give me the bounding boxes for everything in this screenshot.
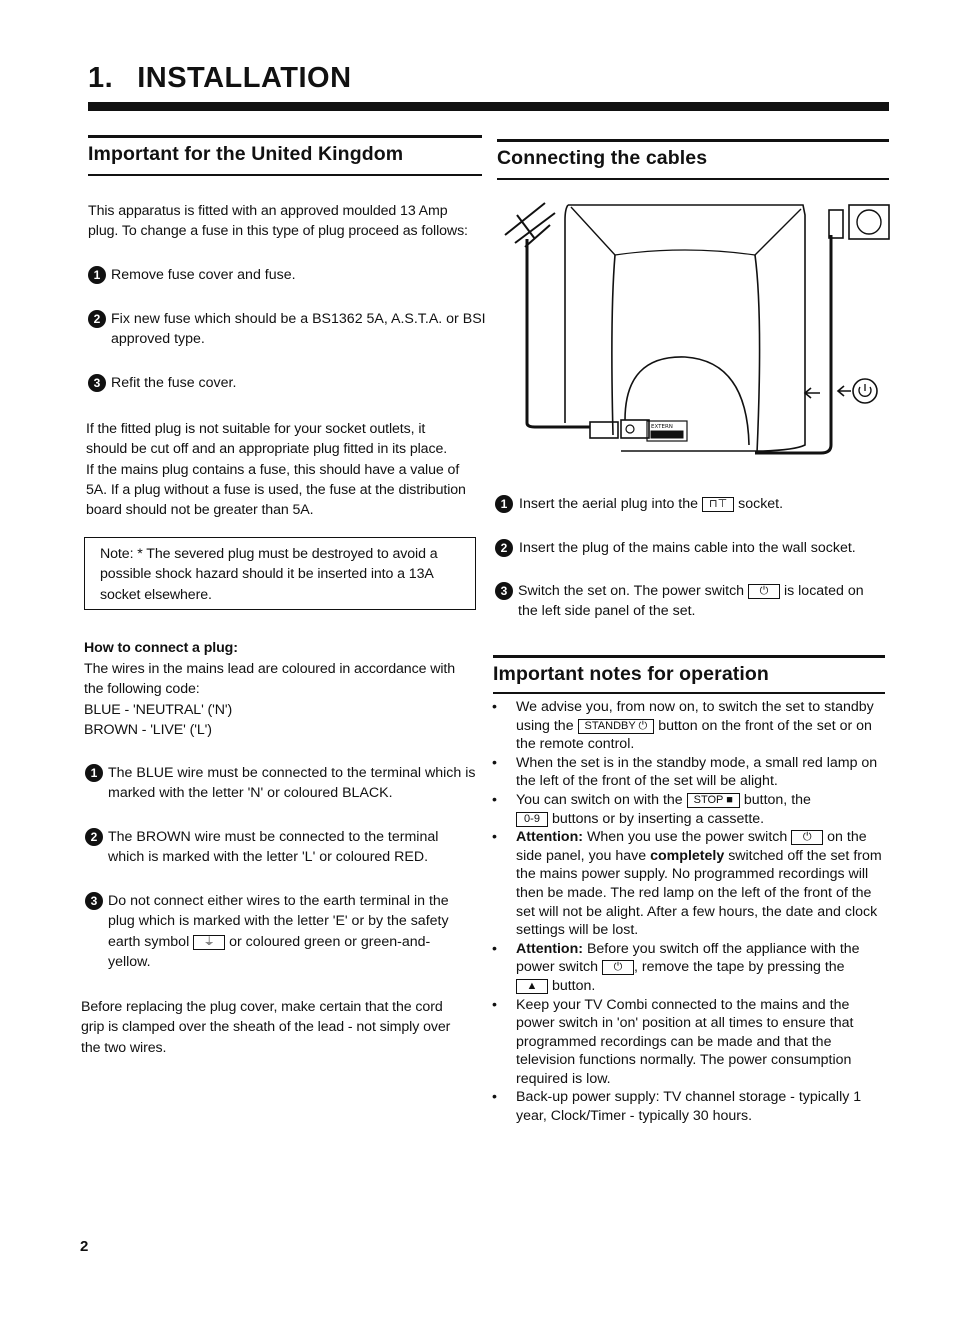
note-line: the remote control.: [516, 736, 635, 753]
note-line: Back-up power supply: TV channel storage - typically 1: [516, 1089, 862, 1106]
aerial-icon: [505, 203, 555, 247]
text-fragment: socket.: [738, 496, 784, 512]
howto-heading: How to connect a plug:: [84, 640, 238, 656]
text-fragment: side panel, you have: [516, 847, 647, 864]
step-badge: 3: [88, 374, 106, 392]
note-line: [516, 791, 892, 810]
text-fragment: earth symbol: [108, 933, 190, 950]
uk-step-1: [88, 265, 488, 285]
note-line: socket elsewhere.: [100, 586, 212, 603]
page-number: 2: [80, 1238, 89, 1255]
tv-connection-illustration: [495, 195, 895, 460]
step-text: The BLUE wire must be connected to the terminal which is: [108, 765, 476, 781]
uk-bottom-rule: [88, 174, 482, 176]
cables-top-rule: [497, 139, 889, 142]
cables-step-3: [495, 581, 890, 622]
notes-bottom-rule: [493, 692, 885, 694]
text-fragment: Switch the set on. The power switch: [518, 583, 745, 599]
text-fragment: Insert the aerial plug into the: [519, 496, 699, 512]
note-box: [84, 537, 476, 610]
text-fragment: is located on: [783, 583, 864, 599]
step-text: [495, 494, 890, 514]
howto-line: BROWN - 'LIVE' ('L'): [84, 721, 212, 738]
cables-step-2: [495, 538, 890, 558]
step-text: Do not connect either wires to the earth terminal in the: [108, 893, 449, 909]
note-item: [492, 1088, 892, 1125]
chapter-title-text: INSTALLATION: [137, 62, 352, 94]
step-badge: 3: [85, 892, 103, 910]
notes-top-rule: [493, 655, 885, 658]
note-line: year, Clock/Timer - typically 30 hours.: [516, 1108, 753, 1125]
uk-paragraph: [86, 419, 486, 520]
note-line: [516, 977, 892, 996]
note-item: [492, 698, 892, 754]
step-text: approved type.: [111, 331, 205, 348]
text-fragment: button on the front of the set or on: [658, 717, 872, 734]
note-line: television functions normally. The power consumption: [516, 1052, 852, 1069]
bullet: •: [492, 996, 497, 1013]
text-fragment: using the: [516, 717, 574, 734]
aerial-plug-icon: [590, 422, 618, 438]
note-line: the mains power supply. No programmed recordings will: [516, 866, 869, 883]
para-line: should be cut off and an appropriate plug fitted in its place.: [86, 441, 448, 458]
text-fragment: power switch: [516, 959, 599, 976]
note-line: Note: * The severed plug must be destroyed to avoid a: [100, 546, 438, 562]
uk-intro: [88, 201, 488, 242]
step-text: [495, 581, 890, 601]
note-line: then be made. The red lamp on the left of the front of the: [516, 884, 872, 901]
text-fragment: on the: [827, 829, 867, 846]
uk-heading: Important for the United Kingdom: [88, 143, 404, 165]
chapter-number: 1.: [88, 62, 114, 94]
stop-button-icon: STOP ■: [687, 793, 740, 808]
aerial-socket-icon: ⊓⊤: [702, 497, 734, 512]
howto-text: [84, 659, 484, 740]
notes-heading: Important notes for operation: [493, 663, 769, 685]
closing-line: Before replacing the plug cover, make certain that the cord: [81, 999, 443, 1015]
bullet: •: [492, 699, 497, 715]
uk-intro-line: plug. To change a fuse in this type of plug proceed as follows:: [88, 223, 468, 240]
note-line: [516, 810, 892, 829]
mains-plug-icon: [829, 210, 843, 238]
earth-symbol-icon: ⏚: [193, 935, 225, 950]
note-item: [492, 754, 892, 791]
note-line: required is low.: [516, 1070, 611, 1087]
extern-label: EXTERN: [651, 424, 673, 430]
bullet: •: [492, 1089, 497, 1106]
step-text: plug which is marked with the letter 'E' or by the safety: [108, 913, 449, 930]
number-buttons-icon: 0-9: [516, 812, 548, 827]
chapter-rule: [88, 102, 889, 111]
step-text: Insert the plug of the mains cable into the wall socket.: [519, 540, 856, 556]
step-badge: 1: [495, 495, 513, 513]
standby-button-icon: STANDBY ⏻: [578, 719, 655, 734]
text-fragment: or coloured green or green-and-: [229, 933, 431, 950]
wire-step-2: [85, 827, 485, 868]
note-item: [492, 828, 892, 940]
note-line: We advise you, from now on, to switch the set to standby: [516, 699, 874, 715]
text-fragment: buttons or by inserting a cassette.: [551, 810, 765, 827]
step-badge: 2: [495, 539, 513, 557]
text-fragment: button, the: [743, 791, 811, 808]
step-badge: 3: [495, 582, 513, 600]
step-text: which is marked with the letter 'L' or coloured RED.: [108, 849, 429, 866]
cables-heading: Connecting the cables: [497, 147, 708, 169]
step-text: marked with the letter 'N' or coloured BLACK.: [108, 785, 393, 802]
cables-bottom-rule: [497, 178, 889, 180]
uk-top-rule: [88, 135, 482, 138]
chapter-title: [88, 62, 352, 95]
power-switch-icon: ⏻: [791, 830, 823, 845]
closing-paragraph: [81, 997, 481, 1058]
uk-step-3: [88, 373, 488, 393]
note-line: possible shock hazard should it be inserted into a 13A: [100, 566, 434, 583]
step-text: Fix new fuse which should be a BS1362 5A, A.S.T.A. or BSI: [111, 311, 486, 327]
bullet: •: [492, 940, 497, 957]
note-line: When the set is in the standby mode, a small red lamp on: [516, 754, 878, 771]
para-line: 5A. If a plug without a fuse is used, the fuse at the distribution: [86, 481, 466, 498]
attention-label: Attention:: [516, 829, 583, 846]
note-line: [516, 958, 892, 977]
closing-line: the two wires.: [81, 1039, 167, 1056]
text-fragment: button.: [551, 977, 596, 994]
wire-step-1: [85, 763, 485, 804]
step-badge: 1: [88, 266, 106, 284]
eject-button-icon: ▲: [516, 979, 548, 994]
cables-step-1: [495, 494, 890, 514]
note-line: Keep your TV Combi connected to the mains and the: [516, 996, 850, 1013]
note-line: [516, 717, 892, 736]
text-fragment: Before you switch off the appliance with the: [586, 940, 860, 957]
text-fragment: You can switch on with the: [516, 791, 683, 808]
note-line: settings will be lost.: [516, 922, 639, 939]
note-line: set will not be alight. After a few hours, the date and clock: [516, 903, 878, 920]
howto-line: BLUE - 'NEUTRAL' ('N'): [84, 701, 233, 718]
note-line: [516, 940, 892, 959]
closing-line: grip is clamped over the sheath of the lead - not simply over: [81, 1019, 451, 1036]
text-fragment: , remove the tape by pressing the: [633, 959, 845, 976]
note-line: [516, 847, 892, 866]
howto-line: the following code:: [84, 681, 200, 698]
text-fragment: switched off the set from: [728, 847, 882, 864]
note-line: [516, 828, 892, 847]
note-line: power switch in 'on' position at all times to ensure that: [516, 1015, 854, 1032]
note-item: [492, 940, 892, 996]
uk-step-2: [88, 309, 488, 350]
step-text: the left side panel of the set.: [518, 603, 696, 620]
attention-label: Attention:: [516, 940, 583, 957]
note-line: programmed recordings can be made and that the: [516, 1033, 832, 1050]
para-line: If the fitted plug is not suitable for your socket outlets, it: [86, 421, 426, 437]
emphasis: completely: [650, 847, 725, 864]
note-line: the left of the front of the set will be alight.: [516, 773, 778, 790]
bullet: •: [492, 791, 497, 808]
note-item: [492, 791, 892, 828]
para-line: If the mains plug contains a fuse, this should have a value of: [86, 461, 460, 478]
notes-list: [492, 698, 892, 1126]
para-line: board should not be greater than 5A.: [86, 502, 314, 519]
wire-step-3: [85, 891, 485, 972]
step-text: The BROWN wire must be connected to the terminal: [108, 829, 439, 845]
step-text: Remove fuse cover and fuse.: [111, 267, 296, 283]
howto-line: The wires in the mains lead are coloured in accordance with: [84, 661, 456, 677]
bullet: •: [492, 829, 497, 846]
step-text: Refit the fuse cover.: [111, 375, 237, 391]
power-switch-icon: ⏻: [602, 960, 634, 975]
step-badge: 1: [85, 764, 103, 782]
step-badge: 2: [85, 828, 103, 846]
note-item: [492, 996, 892, 1089]
text-fragment: When you use the power switch: [586, 829, 788, 846]
bullet: •: [492, 754, 497, 771]
step-text-earth: [85, 932, 485, 952]
step-text: yellow.: [108, 953, 151, 970]
uk-intro-line: This apparatus is fitted with an approved moulded 13 Amp: [88, 203, 448, 219]
power-switch-icon: ⏻: [748, 584, 780, 599]
step-badge: 2: [88, 310, 106, 328]
